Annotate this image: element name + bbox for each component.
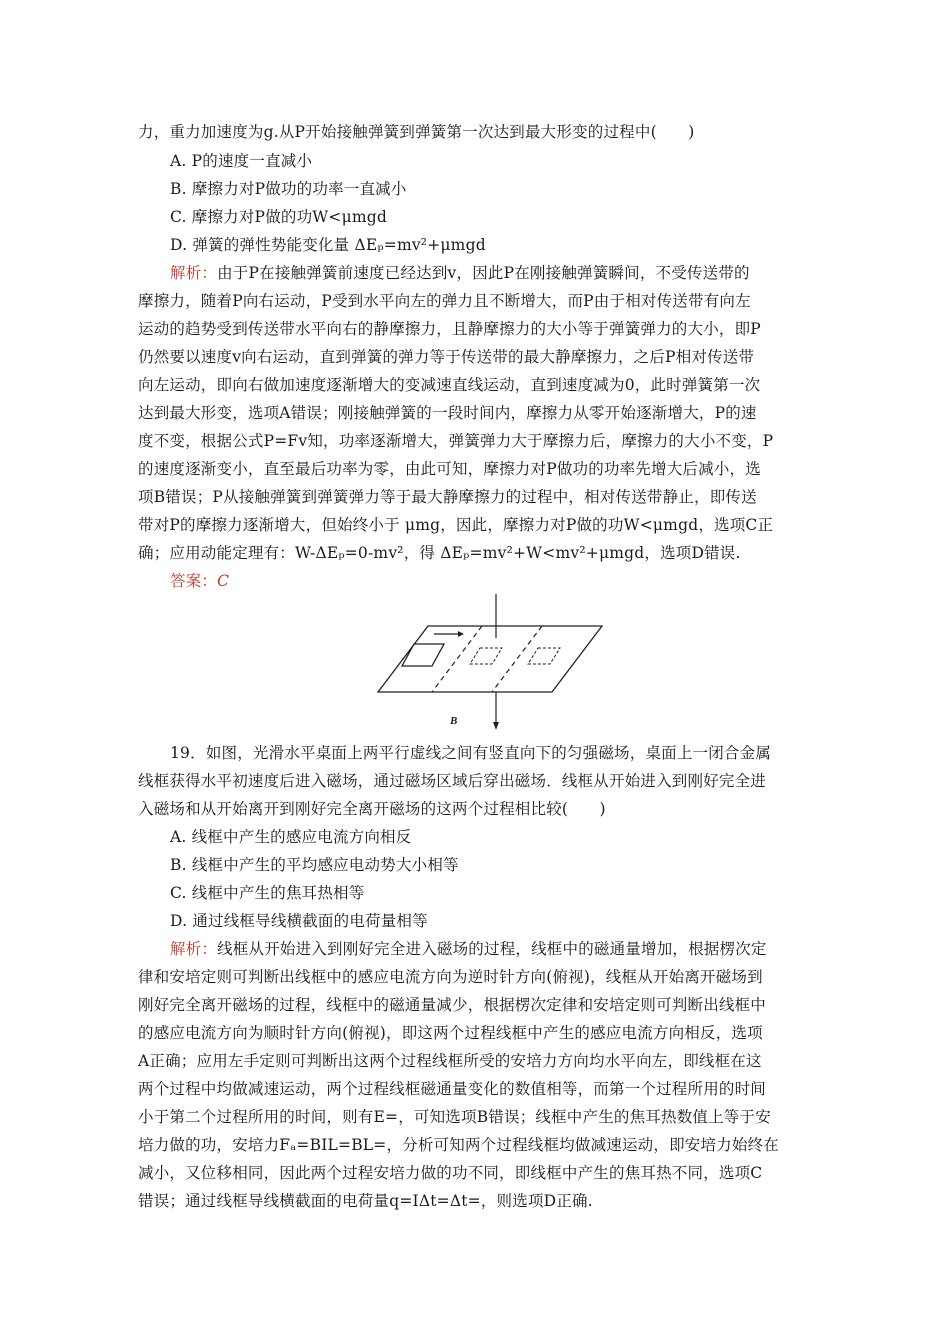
q18-analysis-line-6: 达到最大形变，选项A错误；刚接触弹簧的一段时间内，摩擦力从零开始逐渐增大，P的速	[138, 404, 757, 422]
q19-analysis-line-2: 律和安培定则可判断出线框中的感应电流方向为逆时针方向(俯视)，线框从开始离开磁场到	[138, 968, 763, 986]
q19-analysis-line-7: 小于第二个过程所用的时间，则有E=，可知选项B错误；线框中产生的焦耳热数值上等于安	[138, 1108, 771, 1126]
q18-analysis-line-8: 的速度逐渐变小，直至最后功率为零，由此可知，摩擦力对P做功的功率先增大后减小，选	[138, 460, 761, 478]
q19-analysis-line-1: 解析：线框从开始进入到刚好完全进入磁场的过程，线框中的磁通量增加，根据楞次定	[170, 940, 767, 958]
q18-stem-tail: 力，重力加速度为g.从P开始接触弹簧到弹簧第一次达到最大形变的过程中( )	[138, 123, 695, 141]
q19-stem-line-1: 19．如图，光滑水平桌面上两平行虚线之间有竖直向下的匀强磁场，桌面上一闭合金属	[170, 744, 772, 762]
q18-analysis-line-5: 向左运动，即向右做加速度逐渐增大的变减速直线运动，直到速度减为0，此时弹簧第一次	[138, 376, 761, 394]
metal-frame	[402, 644, 444, 666]
field-boundary-left	[432, 626, 482, 692]
field-label-b: B	[450, 715, 458, 727]
q19-analysis-line-5: A正确；应用左手定则可判断出这两个过程线框所受的安培力方向均水平向左，即线框在这	[138, 1052, 762, 1070]
q18-analysis-line-1: 解析：由于P在接触弹簧前速度已经达到v，因此P在刚接触弹簧瞬间，不受传送带的	[170, 264, 750, 282]
q18-option-b: B. 摩擦力对P做功的功率一直减小	[170, 180, 407, 198]
q19-analysis-line-8: 培力做的功，安培力Fₐ=BIL=BL=，分析可知两个过程线框均做减速运动，即安培力始终在	[138, 1136, 779, 1154]
q18-analysis-line-3: 运动的趋势受到传送带水平向右的静摩擦力，且静摩擦力的大小等于弹簧弹力的大小，即P	[138, 320, 761, 338]
q18-option-a: A. P的速度一直减小	[170, 152, 313, 170]
q19-analysis-line-6: 两个过程中均做减速运动，两个过程线框磁通量变化的数值相等，而第一个过程所用的时间	[138, 1080, 767, 1098]
q18-analysis-line-11: 确；应用动能定理有：W-ΔEₚ=0-mv²，得 ΔEₚ=mv²+W<mv²+μmgd，选项D错误.	[138, 544, 741, 562]
q19-stem-line-3: 入磁场和从开始离开到刚好完全离开磁场的这两个过程相比较( )	[138, 800, 606, 818]
q18-analysis-line-4: 仍然要以速度v向右运动，直到弹簧的弹力等于传送带的最大静摩擦力，之后P相对传送带	[138, 348, 755, 366]
magnetic-field-figure	[370, 592, 620, 732]
q19-option-d: D. 通过线框导线横截面的电荷量相等	[170, 912, 428, 930]
frame-position-3	[528, 648, 560, 664]
table-surface	[378, 626, 602, 692]
q18-answer	[170, 571, 850, 591]
q19-option-a: A. 线框中产生的感应电流方向相反	[170, 828, 412, 846]
q18-analysis-line-2: 摩擦力，随着P向右运动，P受到水平向左的弹力且不断增大，而P由于相对传送带有向左	[138, 292, 751, 310]
frame-position-2	[470, 648, 502, 664]
q18-analysis-line-9: 项B错误；P从接触弹簧到弹簧弹力等于最大静摩擦力的过程中，相对传送带静止，即传送	[138, 488, 757, 506]
q19-option-c: C. 线框中产生的焦耳热相等	[170, 884, 365, 902]
q19-analysis-line-9: 减小，又位移相同，因此两个过程安培力做的功不同，即线框中产生的焦耳热不同，选项C	[138, 1164, 763, 1182]
field-boundary-right	[492, 626, 542, 692]
q18-analysis-label: 解析：	[170, 264, 218, 282]
q18-answer-label: 答案：	[170, 572, 218, 590]
q18-option-d: D. 弹簧的弹性势能变化量 ΔEₚ=mv²+μmgd	[170, 236, 486, 254]
q19-analysis-line-10: 错误；通过线框导线横截面的电荷量q=IΔt=Δt=，则选项D正确.	[138, 1192, 593, 1210]
q18-analysis-line-10: 带对P的摩擦力逐渐增大，但始终小于 μmg，因此，摩擦力对P做的功W<μmgd，选项C正	[138, 516, 774, 534]
field-arrowhead	[493, 722, 499, 730]
q19-option-b: B. 线框中产生的平均感应电动势大小相等	[170, 856, 459, 874]
q18-analysis-line-7: 度不变，根据公式P=Fv知，功率逐渐增大，弹簧弹力大于摩擦力后，摩擦力的大小不变，P	[138, 432, 774, 450]
q19-analysis-line-3: 刚好完全离开磁场的过程，线框中的磁通量减少，根据楞次定律和安培定则可判断出线框中	[138, 996, 767, 1014]
q18-option-c: C. 摩擦力对P做的功W<μmgd	[170, 208, 388, 226]
q18-answer-value: C	[217, 572, 230, 590]
q19-analysis-label: 解析：	[170, 940, 218, 958]
q19-analysis-line-4: 的感应电流方向为顺时针方向(俯视)，即这两个过程线框中产生的感应电流方向相反，选项	[138, 1024, 763, 1042]
velocity-arrowhead	[458, 631, 464, 637]
q19-stem-line-2: 线框获得水平初速度后进入磁场，通过磁场区域后穿出磁场．线框从开始进入到刚好完全进	[138, 772, 767, 790]
